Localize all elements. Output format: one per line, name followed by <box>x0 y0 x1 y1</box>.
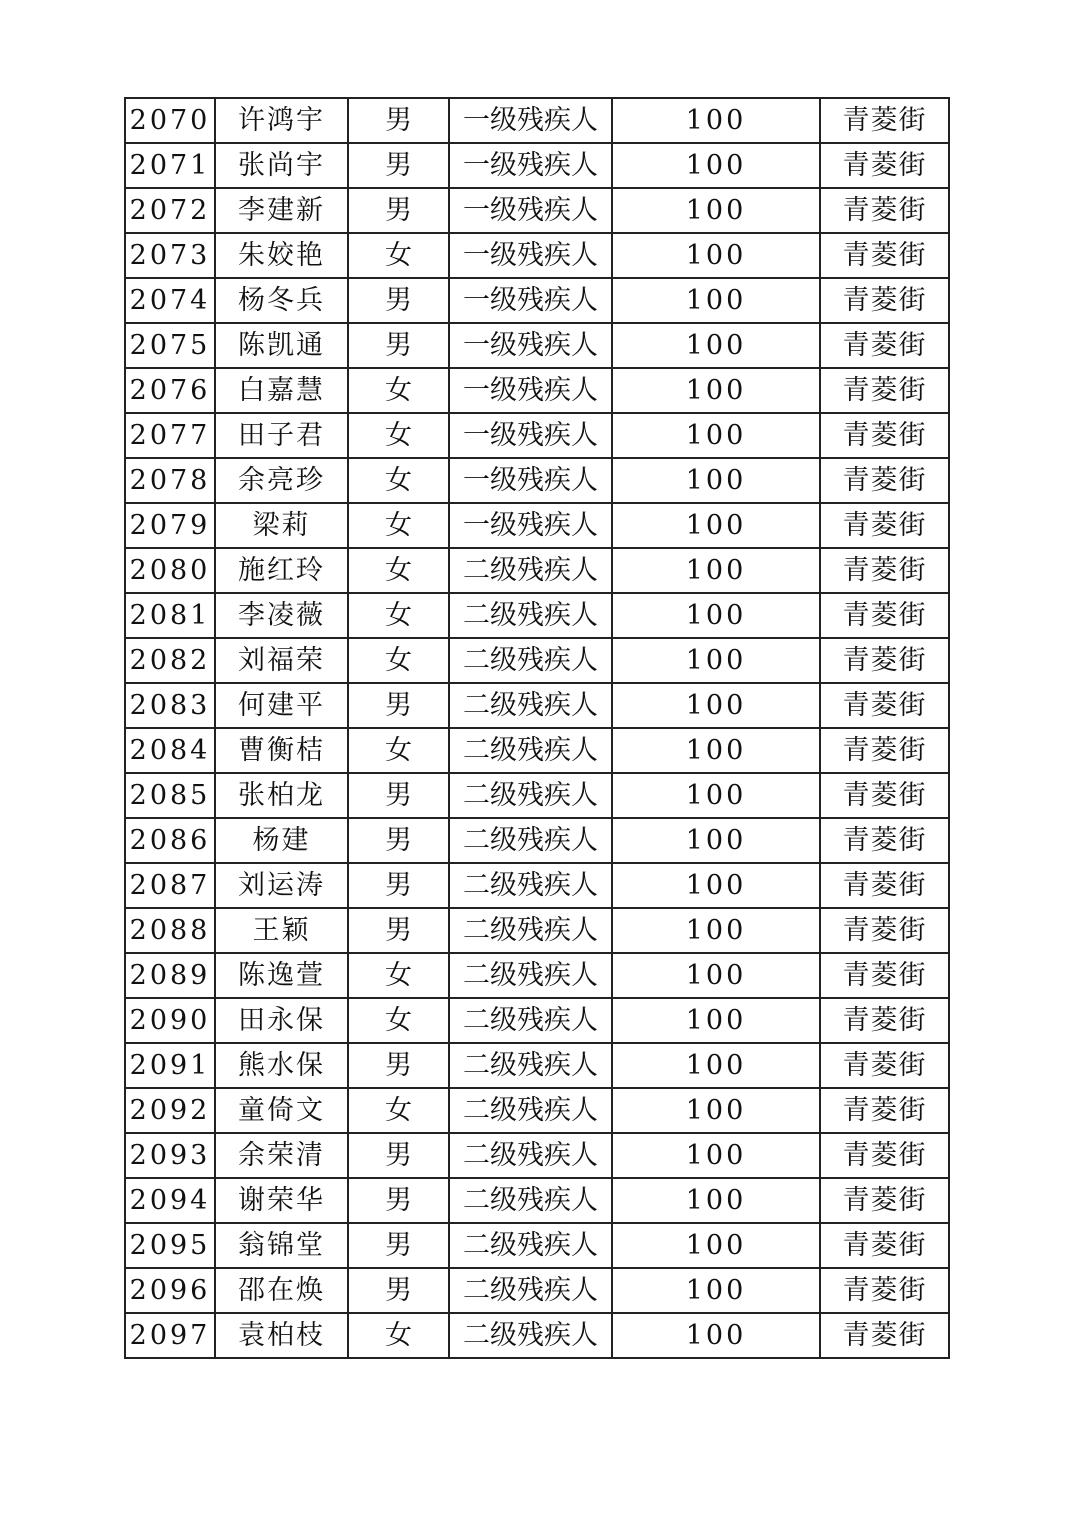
table-row <box>125 1088 949 1133</box>
cell-amount: 100 <box>612 278 820 323</box>
cell-serial-number: 2081 <box>125 593 215 638</box>
cell-gender: 男 <box>348 278 449 323</box>
cell-street: 青菱街 <box>820 323 949 368</box>
cell-gender: 女 <box>348 728 449 773</box>
cell-gender: 女 <box>348 953 449 998</box>
cell-serial-number: 2070 <box>125 98 215 143</box>
cell-disability-level: 二级残疾人 <box>449 773 612 818</box>
cell-disability-level: 二级残疾人 <box>449 1268 612 1313</box>
cell-amount: 100 <box>612 98 820 143</box>
cell-street: 青菱街 <box>820 908 949 953</box>
table-row <box>125 908 949 953</box>
table-row <box>125 1223 949 1268</box>
cell-gender: 男 <box>348 863 449 908</box>
cell-gender: 女 <box>348 998 449 1043</box>
cell-gender: 女 <box>348 638 449 683</box>
cell-disability-level: 一级残疾人 <box>449 278 612 323</box>
cell-serial-number: 2079 <box>125 503 215 548</box>
table-row <box>125 728 949 773</box>
cell-name: 童倚文 <box>215 1088 348 1133</box>
cell-disability-level: 一级残疾人 <box>449 458 612 503</box>
cell-gender: 男 <box>348 1178 449 1223</box>
cell-disability-level: 二级残疾人 <box>449 908 612 953</box>
cell-street: 青菱街 <box>820 233 949 278</box>
table-row <box>125 368 949 413</box>
cell-gender: 女 <box>348 368 449 413</box>
cell-amount: 100 <box>612 458 820 503</box>
cell-gender: 男 <box>348 188 449 233</box>
table-row <box>125 188 949 233</box>
table-row <box>125 953 949 998</box>
cell-street: 青菱街 <box>820 1313 949 1358</box>
cell-street: 青菱街 <box>820 638 949 683</box>
cell-serial-number: 2073 <box>125 233 215 278</box>
cell-gender: 女 <box>348 1313 449 1358</box>
cell-amount: 100 <box>612 368 820 413</box>
cell-name: 张柏龙 <box>215 773 348 818</box>
cell-serial-number: 2083 <box>125 683 215 728</box>
cell-serial-number: 2084 <box>125 728 215 773</box>
cell-disability-level: 二级残疾人 <box>449 638 612 683</box>
cell-serial-number: 2088 <box>125 908 215 953</box>
cell-name: 刘福荣 <box>215 638 348 683</box>
cell-name: 田子君 <box>215 413 348 458</box>
cell-street: 青菱街 <box>820 998 949 1043</box>
cell-serial-number: 2085 <box>125 773 215 818</box>
cell-serial-number: 2095 <box>125 1223 215 1268</box>
cell-disability-level: 二级残疾人 <box>449 548 612 593</box>
cell-gender: 男 <box>348 1043 449 1088</box>
cell-amount: 100 <box>612 908 820 953</box>
cell-name: 余亮珍 <box>215 458 348 503</box>
cell-gender: 男 <box>348 1133 449 1178</box>
cell-street: 青菱街 <box>820 1133 949 1178</box>
table-row <box>125 998 949 1043</box>
cell-amount: 100 <box>612 323 820 368</box>
cell-street: 青菱街 <box>820 1088 949 1133</box>
table-row <box>125 1043 949 1088</box>
cell-serial-number: 2089 <box>125 953 215 998</box>
cell-street: 青菱街 <box>820 1043 949 1088</box>
cell-name: 梁莉 <box>215 503 348 548</box>
table-row <box>125 1133 949 1178</box>
cell-name: 邵在焕 <box>215 1268 348 1313</box>
cell-name: 白嘉慧 <box>215 368 348 413</box>
cell-amount: 100 <box>612 818 820 863</box>
cell-street: 青菱街 <box>820 503 949 548</box>
cell-amount: 100 <box>612 728 820 773</box>
cell-gender: 男 <box>348 683 449 728</box>
cell-street: 青菱街 <box>820 548 949 593</box>
cell-serial-number: 2090 <box>125 998 215 1043</box>
cell-amount: 100 <box>612 1313 820 1358</box>
cell-name: 朱姣艳 <box>215 233 348 278</box>
cell-serial-number: 2076 <box>125 368 215 413</box>
cell-street: 青菱街 <box>820 458 949 503</box>
cell-name: 曹衡桔 <box>215 728 348 773</box>
cell-disability-level: 二级残疾人 <box>449 1088 612 1133</box>
table-row <box>125 683 949 728</box>
table-row <box>125 1178 949 1223</box>
cell-amount: 100 <box>612 863 820 908</box>
cell-amount: 100 <box>612 593 820 638</box>
cell-street: 青菱街 <box>820 143 949 188</box>
cell-amount: 100 <box>612 638 820 683</box>
cell-amount: 100 <box>612 413 820 458</box>
cell-street: 青菱街 <box>820 413 949 458</box>
cell-amount: 100 <box>612 998 820 1043</box>
table-row <box>125 863 949 908</box>
cell-gender: 男 <box>348 1268 449 1313</box>
cell-street: 青菱街 <box>820 773 949 818</box>
cell-amount: 100 <box>612 548 820 593</box>
cell-name: 许鸿宇 <box>215 98 348 143</box>
cell-name: 王颖 <box>215 908 348 953</box>
cell-name: 李凌薇 <box>215 593 348 638</box>
cell-disability-level: 一级残疾人 <box>449 413 612 458</box>
table-row <box>125 638 949 683</box>
cell-serial-number: 2077 <box>125 413 215 458</box>
cell-gender: 女 <box>348 413 449 458</box>
cell-amount: 100 <box>612 1088 820 1133</box>
cell-disability-level: 一级残疾人 <box>449 98 612 143</box>
cell-serial-number: 2072 <box>125 188 215 233</box>
cell-serial-number: 2071 <box>125 143 215 188</box>
table-row <box>125 548 949 593</box>
table-row <box>125 458 949 503</box>
cell-disability-level: 二级残疾人 <box>449 1133 612 1178</box>
cell-gender: 女 <box>348 503 449 548</box>
cell-street: 青菱街 <box>820 188 949 233</box>
cell-serial-number: 2080 <box>125 548 215 593</box>
cell-name: 杨建 <box>215 818 348 863</box>
cell-disability-level: 一级残疾人 <box>449 503 612 548</box>
cell-serial-number: 2078 <box>125 458 215 503</box>
roster-table <box>124 97 950 1359</box>
cell-gender: 男 <box>348 1223 449 1268</box>
cell-street: 青菱街 <box>820 683 949 728</box>
cell-gender: 女 <box>348 548 449 593</box>
cell-amount: 100 <box>612 143 820 188</box>
cell-amount: 100 <box>612 1268 820 1313</box>
cell-amount: 100 <box>612 773 820 818</box>
cell-amount: 100 <box>612 233 820 278</box>
cell-disability-level: 一级残疾人 <box>449 188 612 233</box>
cell-gender: 男 <box>348 143 449 188</box>
cell-serial-number: 2093 <box>125 1133 215 1178</box>
cell-disability-level: 二级残疾人 <box>449 818 612 863</box>
cell-gender: 女 <box>348 593 449 638</box>
cell-street: 青菱街 <box>820 1268 949 1313</box>
cell-disability-level: 二级残疾人 <box>449 998 612 1043</box>
roster-table-body <box>125 98 949 1358</box>
cell-street: 青菱街 <box>820 593 949 638</box>
cell-gender: 女 <box>348 233 449 278</box>
cell-serial-number: 2096 <box>125 1268 215 1313</box>
cell-serial-number: 2074 <box>125 278 215 323</box>
cell-gender: 女 <box>348 458 449 503</box>
cell-disability-level: 二级残疾人 <box>449 1313 612 1358</box>
cell-street: 青菱街 <box>820 368 949 413</box>
cell-street: 青菱街 <box>820 728 949 773</box>
cell-name: 袁柏枝 <box>215 1313 348 1358</box>
cell-disability-level: 二级残疾人 <box>449 1043 612 1088</box>
cell-disability-level: 二级残疾人 <box>449 1178 612 1223</box>
cell-amount: 100 <box>612 1133 820 1178</box>
cell-street: 青菱街 <box>820 818 949 863</box>
cell-amount: 100 <box>612 953 820 998</box>
cell-serial-number: 2097 <box>125 1313 215 1358</box>
cell-serial-number: 2075 <box>125 323 215 368</box>
cell-gender: 男 <box>348 773 449 818</box>
cell-street: 青菱街 <box>820 863 949 908</box>
cell-serial-number: 2086 <box>125 818 215 863</box>
cell-disability-level: 二级残疾人 <box>449 863 612 908</box>
table-row <box>125 1313 949 1358</box>
table-row <box>125 413 949 458</box>
cell-amount: 100 <box>612 1223 820 1268</box>
cell-street: 青菱街 <box>820 98 949 143</box>
table-row <box>125 143 949 188</box>
cell-disability-level: 二级残疾人 <box>449 683 612 728</box>
cell-name: 刘运涛 <box>215 863 348 908</box>
cell-street: 青菱街 <box>820 278 949 323</box>
cell-gender: 男 <box>348 908 449 953</box>
cell-street: 青菱街 <box>820 953 949 998</box>
table-row <box>125 773 949 818</box>
cell-name: 陈逸萱 <box>215 953 348 998</box>
cell-name: 杨冬兵 <box>215 278 348 323</box>
table-row <box>125 818 949 863</box>
table-row <box>125 593 949 638</box>
cell-amount: 100 <box>612 188 820 233</box>
cell-disability-level: 一级残疾人 <box>449 368 612 413</box>
cell-name: 施红玲 <box>215 548 348 593</box>
table-row <box>125 233 949 278</box>
table-row <box>125 278 949 323</box>
cell-gender: 男 <box>348 818 449 863</box>
cell-name: 何建平 <box>215 683 348 728</box>
cell-serial-number: 2094 <box>125 1178 215 1223</box>
table-row <box>125 1268 949 1313</box>
cell-gender: 女 <box>348 1088 449 1133</box>
cell-name: 熊水保 <box>215 1043 348 1088</box>
cell-disability-level: 一级残疾人 <box>449 323 612 368</box>
cell-serial-number: 2087 <box>125 863 215 908</box>
cell-amount: 100 <box>612 1178 820 1223</box>
cell-street: 青菱街 <box>820 1178 949 1223</box>
table-row <box>125 98 949 143</box>
cell-serial-number: 2091 <box>125 1043 215 1088</box>
cell-name: 田永保 <box>215 998 348 1043</box>
cell-disability-level: 二级残疾人 <box>449 728 612 773</box>
cell-name: 余荣清 <box>215 1133 348 1178</box>
cell-disability-level: 一级残疾人 <box>449 143 612 188</box>
cell-serial-number: 2092 <box>125 1088 215 1133</box>
cell-name: 陈凯通 <box>215 323 348 368</box>
cell-amount: 100 <box>612 683 820 728</box>
cell-amount: 100 <box>612 1043 820 1088</box>
table-row <box>125 323 949 368</box>
cell-disability-level: 二级残疾人 <box>449 593 612 638</box>
cell-disability-level: 一级残疾人 <box>449 233 612 278</box>
cell-gender: 男 <box>348 323 449 368</box>
cell-gender: 男 <box>348 98 449 143</box>
cell-disability-level: 二级残疾人 <box>449 1223 612 1268</box>
cell-name: 张尚宇 <box>215 143 348 188</box>
cell-name: 李建新 <box>215 188 348 233</box>
cell-street: 青菱街 <box>820 1223 949 1268</box>
cell-name: 谢荣华 <box>215 1178 348 1223</box>
cell-amount: 100 <box>612 503 820 548</box>
table-row <box>125 503 949 548</box>
cell-serial-number: 2082 <box>125 638 215 683</box>
cell-name: 翁锦堂 <box>215 1223 348 1268</box>
cell-disability-level: 二级残疾人 <box>449 953 612 998</box>
